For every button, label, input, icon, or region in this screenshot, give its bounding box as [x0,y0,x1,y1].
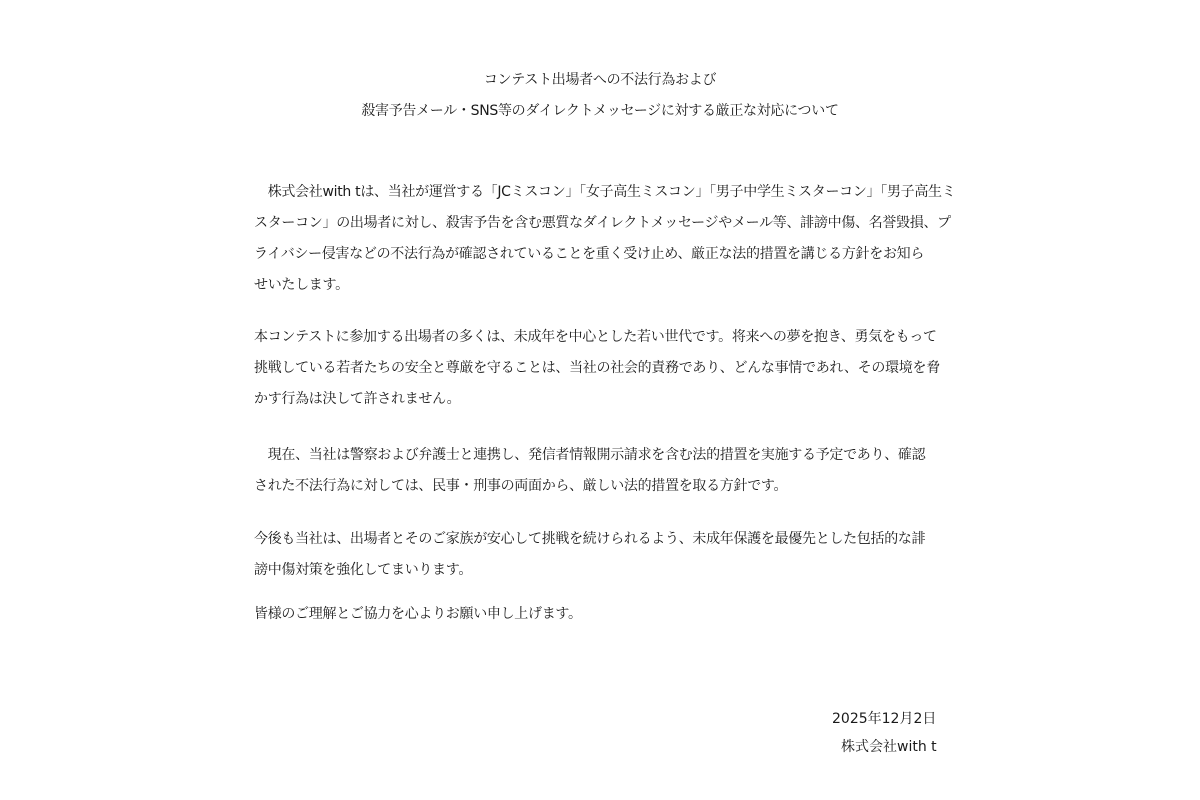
paragraph-line: 挑戦している若者たちの安全と尊厳を守ることは、当社の社会的責務であり、どんな事情であれ、その環境を脅 [254,360,940,376]
paragraph-closing-request [254,599,954,630]
paragraph-line: せいたします。 [254,277,349,293]
paragraph-line: 株式会社with tは、当社が運営する「JCミスコン」「女子高生ミスコン」「男子中学生ミスターコン」「男子高生ミ [254,184,956,200]
paragraph-future-measures [254,524,954,586]
paragraph-line: 皆様のご理解とご協力を心よりお願い申し上げます。 [254,606,582,622]
document-title-line-2: 殺害予告メール・SNS等のダイレクトメッセージに対する厳正な対応について [361,103,839,119]
paragraph-line: 現在、当社は警察および弁護士と連携し、発信者情報開示請求を含む法的措置を実施する予定であり、確認 [254,447,926,463]
paragraph-line: かす行為は決して許されません。 [254,391,461,407]
signature-company: 株式会社with t [841,739,937,755]
paragraph-line: された不法行為に対しては、民事・刑事の両面から、厳しい法的措置を取る方針です。 [254,478,788,494]
document-title-line-1: コンテスト出場者への不法行為および [483,72,717,88]
paragraph-line: スターコン」の出場者に対し、殺害予告を含む悪質なダイレクトメッセージやメール等、誹謗中傷、名誉毀損、プ [254,215,951,231]
paragraph-line: 本コンテストに参加する出場者の多くは、未成年を中心とした若い世代です。将来への夢を抱き、勇気をもって [254,329,937,345]
signature-date: 2025年12月2日 [832,711,937,727]
paragraph-legal-action-notice [254,177,954,301]
paragraph-police-cooperation [254,440,954,502]
paragraph-participant-safety [254,322,954,415]
paragraph-line: ライバシー侵害などの不法行為が確認されていることを重く受け止め、厳正な法的措置を講じる方針をお知ら [254,246,925,262]
paragraph-line: 今後も当社は、出場者とそのご家族が安心して挑戦を続けられるよう、未成年保護を最優先とした包括的な誹 [254,531,926,547]
paragraph-line: 謗中傷対策を強化してまいります。 [254,562,473,578]
